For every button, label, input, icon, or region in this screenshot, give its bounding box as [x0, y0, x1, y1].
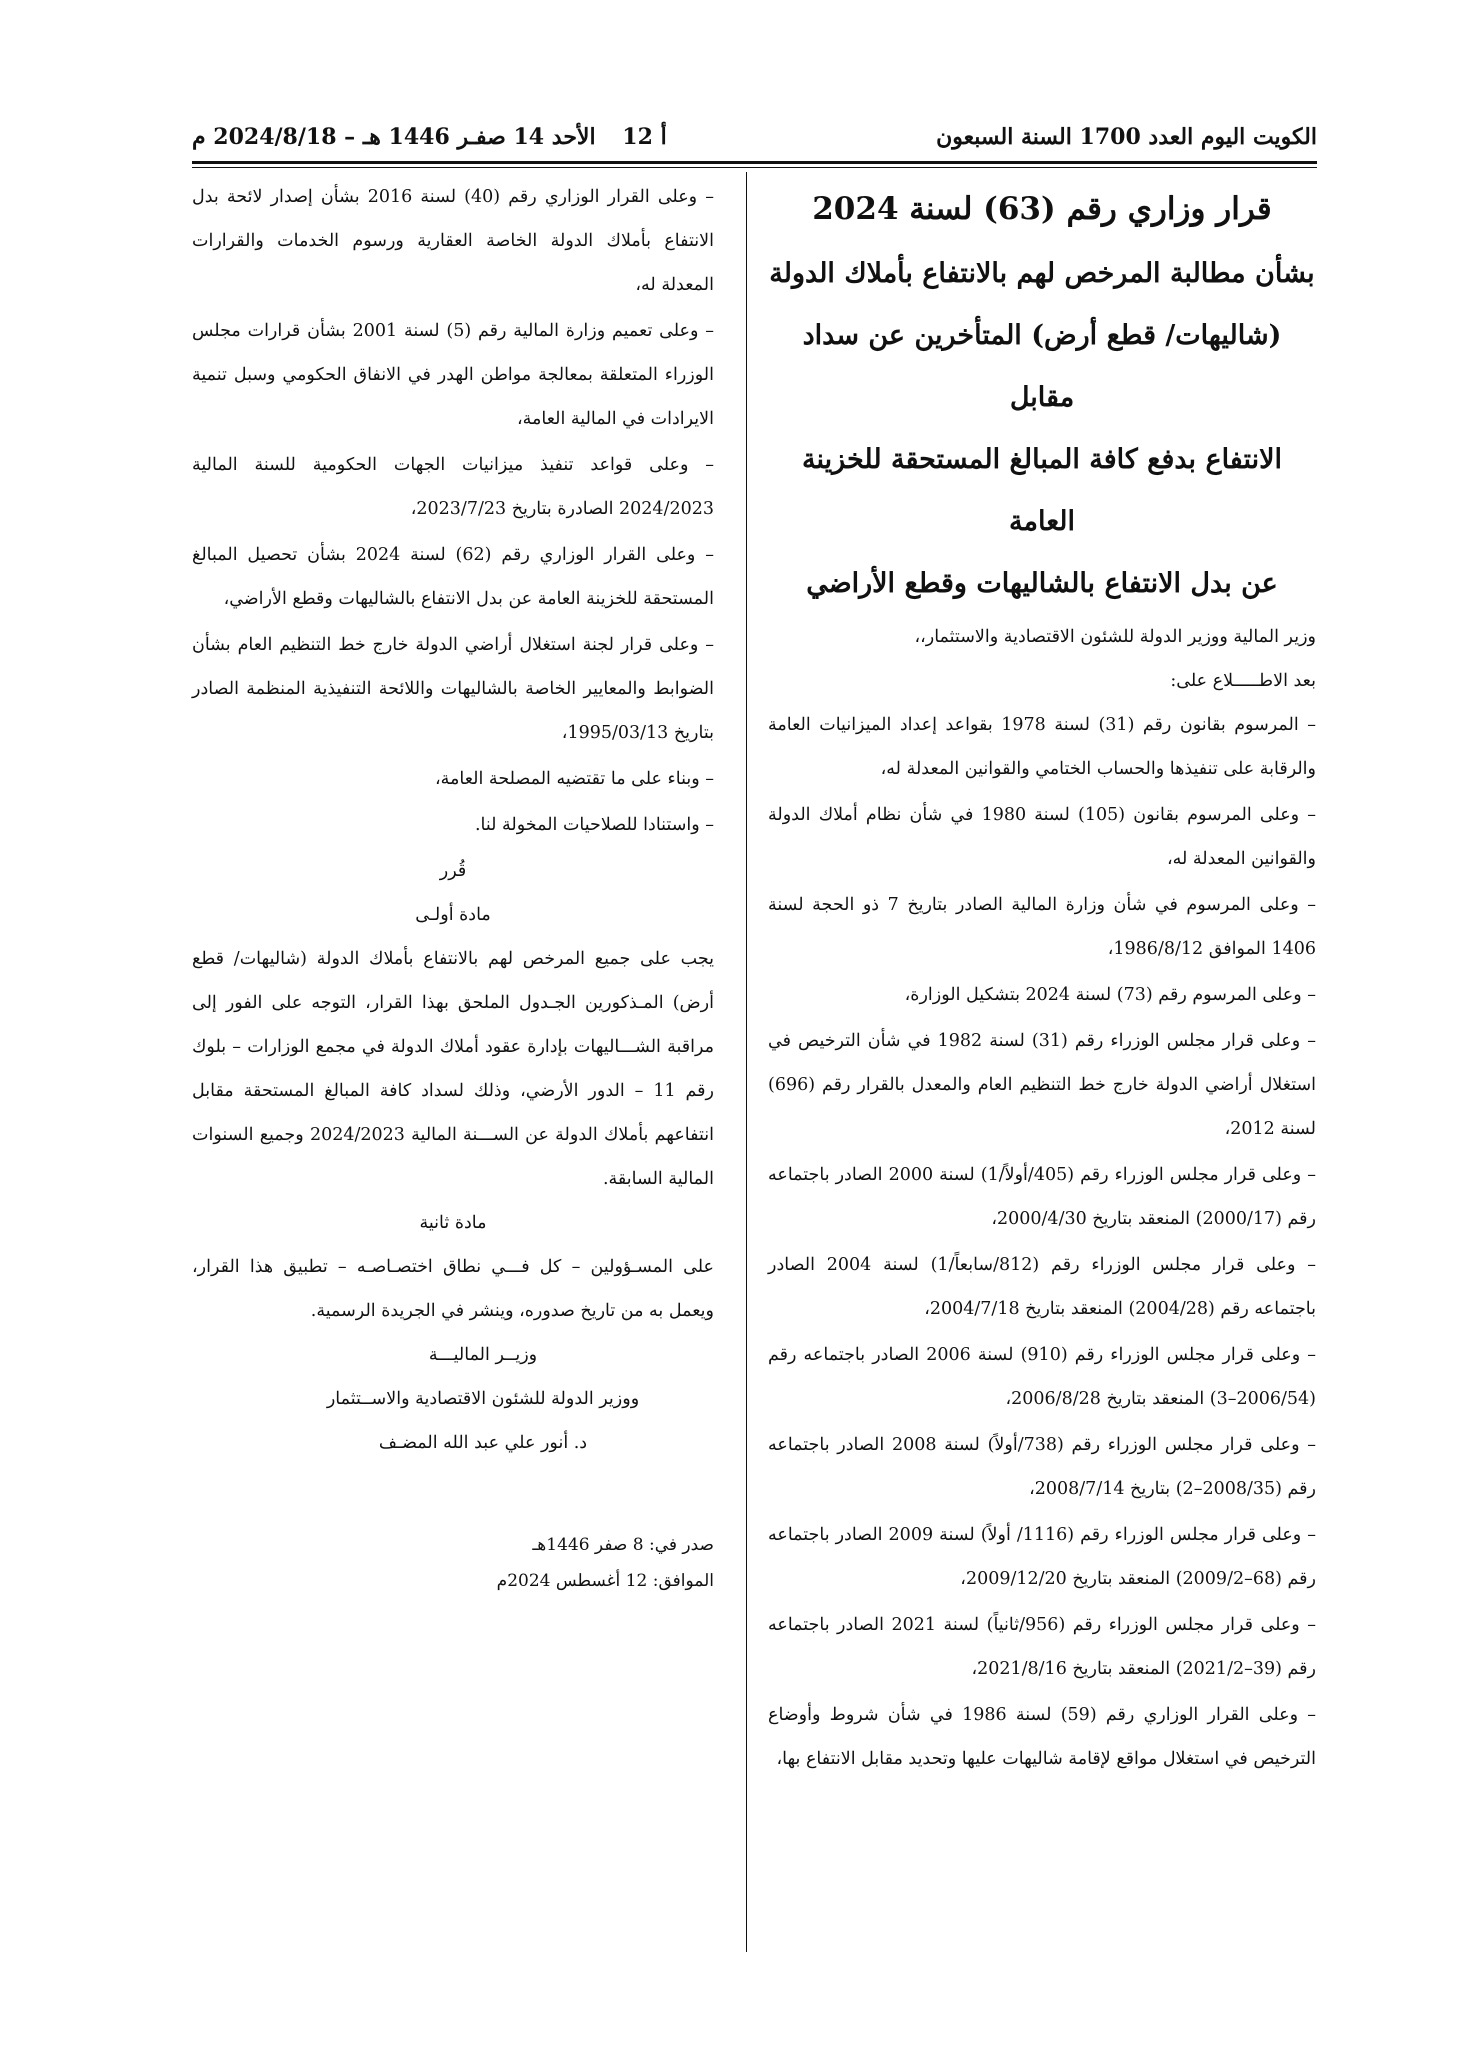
preamble-item: – وعلى قرار لجنة استغلال أراضي الدولة خارج خط التنظيم العام بشأن الضوابط والمعايير الخاصة بالشاليهات واللائحة التنفيذية المنظمة الصادر بتاريخ 1995/03/13، — [192, 635, 714, 743]
preamble-item: – وعلى المرسوم في شأن وزارة المالية الصادر بتاريخ 7 ذو الحجة لسنة 1406 الموافق 1986/8/12، — [768, 895, 1316, 959]
issuer-line: وزير المالية ووزير الدولة للشئون الاقتصادية والاستثمار،، — [914, 627, 1316, 647]
preamble-item: – وعلى قرار مجلس الوزراء رقم (31) لسنة 1982 في شأن الترخيص في استغلال أراضي الدولة خارج خط التنظيم العام والمعدل بالقرار رقم (696) لسنة 2012، — [768, 1031, 1316, 1139]
preamble-item: – المرسوم بقانون رقم (31) لسنة 1978 بقواعد إعداد الميزانيات العامة والرقابة على تنفيذها والحساب الختامي والقوانين المعدلة له، — [768, 715, 1316, 779]
preamble-item: – وعلى قرار مجلس الوزراء رقم (910) لسنة 2006 الصادر باجتماعه رقم (2006/54–3) المنعقد بتاريخ 2006/8/28، — [768, 1345, 1317, 1409]
title-line-1: قرار وزاري رقم (63) لسنة 2024 — [812, 191, 1272, 227]
preamble-item: – وعلى القرار الوزاري رقم (59) لسنة 1986 في شأن شروط وأوضاع الترخيص في استغلال مواقع لإقامة شاليهات عليها وتحديد مقابل الانتفاع بها، — [768, 1705, 1316, 1769]
page-number: أ 12 — [622, 124, 667, 150]
preamble-item: – وعلى قرار مجلس الوزراء رقم (405/أولاً/1) لسنة 2000 الصادر باجتماعه رقم (2000/17) المنعقد بتاريخ 2000/4/30، — [768, 1165, 1316, 1229]
preamble-item: – وبناء على ما تقتضيه المصلحة العامة، — [435, 769, 714, 789]
preamble-item: – واستنادا للصلاحيات المخولة لنا. — [474, 815, 714, 835]
preamble-item: – وعلى المرسوم رقم (73) لسنة 2024 بتشكيل الوزارة، — [904, 985, 1316, 1005]
preamble-item: – وعلى قواعد تنفيذ ميزانيات الجهات الحكومية للسنة المالية 2024/2023 الصادرة بتاريخ 2023/7/23، — [192, 455, 714, 519]
header-rule — [192, 161, 1317, 164]
title-line-2: بشأن مطالبة المرخص لهم بالانتفاع بأملاك الدولة — [769, 258, 1315, 289]
signature-name: د. أنور علي عبد الله المضـف — [378, 1433, 588, 1453]
issue-date-block — [192, 1527, 714, 1599]
page-header — [192, 118, 1317, 158]
gazette-issue: الكويت اليوم العدد 1700 السنة السبعون — [936, 124, 1317, 150]
header-date: الأحد 14 صفـر 1446 هـ – 2024/8/18 م — [192, 124, 596, 150]
decided-heading: قُرر — [439, 861, 467, 881]
preamble-item: – وعلى قرار مجلس الوزراء رقم (812/سابعاً/1) لسنة 2004 الصادر باجتماعه رقم (2004/28) المنعقد بتاريخ 2004/7/18، — [768, 1255, 1317, 1319]
title-line-3: (شاليهات/ قطع أرض) المتأخرين عن سداد مقابل — [802, 320, 1282, 413]
header-rule-thin — [192, 167, 1317, 168]
preamble-item: – وعلى قرار مجلس الوزراء رقم (1116/ أولاً) لسنة 2009 الصادر باجتماعه رقم (68–2009/2) المنعقد بتاريخ 2009/12/20، — [768, 1525, 1316, 1589]
article-2-text: على المسـؤولين – كل فـــي نطاق اختصـاصـه – تطبيق هذا القرار، ويعمل به من تاريخ صدوره، وينشر في الجريدة الرسمية. — [192, 1257, 714, 1321]
after-review-line: بعد الاطـــــلاع على: — [1170, 671, 1316, 691]
right-column — [768, 175, 1316, 1783]
preamble-item: – وعلى القرار الوزاري رقم (40) لسنة 2016 بشأن إصدار لائحة بدل الانتفاع بأملاك الدولة الخاصة العقارية ورسوم الخدمات والقرارات المعدلة له، — [192, 187, 714, 295]
issued-on: صدر في: 8 صفر 1446هـ — [532, 1535, 714, 1555]
signature-title-1: وزيــر الماليـــة — [428, 1345, 538, 1365]
preamble-item: – وعلى المرسوم بقانون (105) لسنة 1980 في شأن نظام أملاك الدولة والقوانين المعدلة له، — [768, 805, 1316, 869]
preamble-item: – وعلى قرار مجلس الوزراء رقم (738/أولاً) لسنة 2008 الصادر باجتماعه رقم (2008/35–2) بتاريخ 2008/7/14، — [768, 1435, 1316, 1499]
article-1-title: مادة أولـى — [415, 905, 491, 925]
preamble-item: – وعلى قرار مجلس الوزراء رقم (956/ثانياً) لسنة 2021 الصادر باجتماعه رقم (39–2021/2) المنعقد بتاريخ 2021/8/16، — [768, 1615, 1316, 1679]
article-1-text: يجب على جميع المرخص لهم بالانتفاع بأملاك الدولة (شاليهات/ قطع أرض) المـذكورين الجـدول الملحق بهذا القرار، التوجه على الفور إلى مراقبة الشـــاليهات بإدارة عقود أملاك الدولة في مجمع الوزارات – بلوك رقم 11 – الدور الأرضي، وذلك لسداد كافة المبالغ المستحقة مقابل انتفاعهم بأملاك الدولة عن الســـنة المالية 2024/2023 وجميع السنوات المالية السابقة. — [192, 949, 715, 1189]
preamble-item: – وعلى القرار الوزاري رقم (62) لسنة 2024 بشأن تحصيل المبالغ المستحقة للخزينة العامة عن بدل الانتفاع بالشاليهات وقطع الأراضي، — [192, 545, 714, 609]
column-divider — [746, 172, 747, 1952]
left-column — [192, 175, 714, 1599]
title-line-4: الانتفاع بدفع كافة المبالغ المستحقة للخزينة العامة — [801, 444, 1283, 537]
title-line-5: عن بدل الانتفاع بالشاليهات وقطع الأراضي — [806, 568, 1278, 599]
signature-block — [192, 1333, 714, 1465]
preamble-item: – وعلى تعميم وزارة المالية رقم (5) لسنة 2001 بشأن قرارات مجلس الوزراء المتعلقة بمعالجة مواطن الهدر في الانفاق الحكومي وسبل تنمية الايرادات في المالية العامة، — [192, 321, 715, 429]
article-2-title: مادة ثانية — [419, 1213, 487, 1233]
corresponding-date: الموافق: 12 أغسطس 2024م — [496, 1571, 714, 1591]
signature-title-2: ووزير الدولة للشئون الاقتصادية والاســتثمار — [326, 1389, 640, 1409]
decision-title — [768, 175, 1316, 615]
